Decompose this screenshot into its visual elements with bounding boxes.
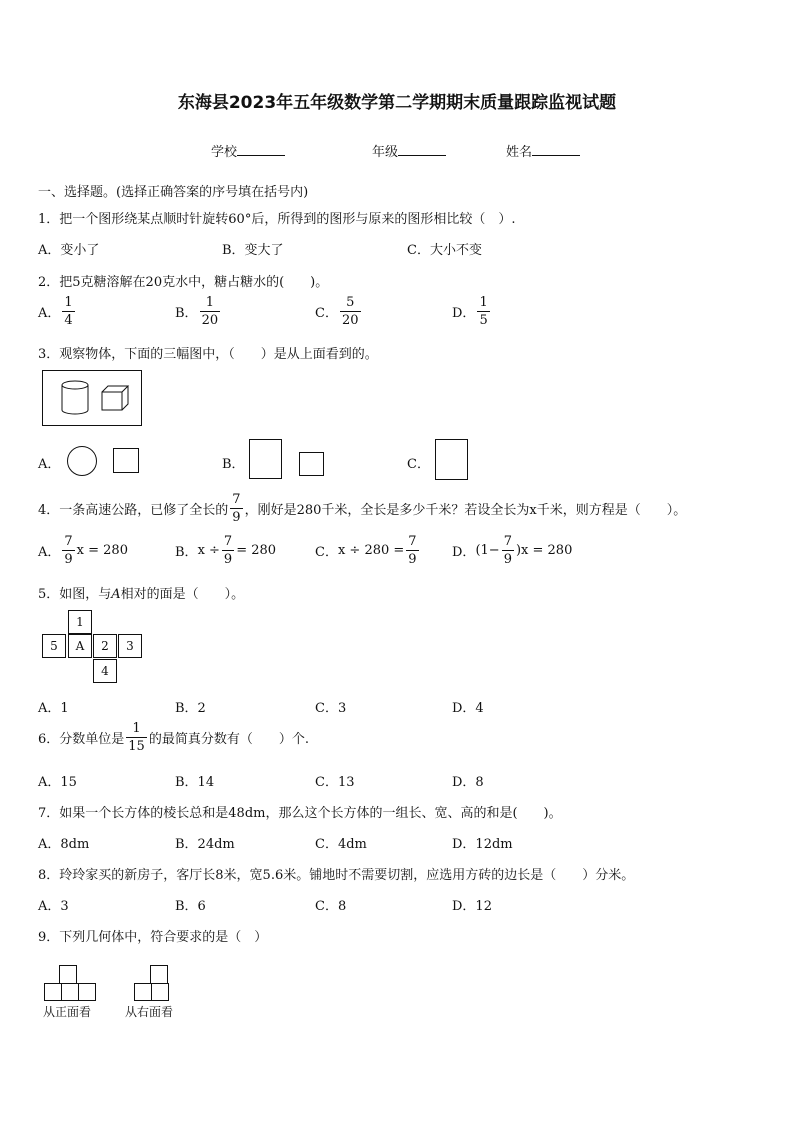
question-6	[38, 722, 309, 753]
equation-pre: x ÷ 280 =	[337, 543, 405, 558]
section-heading: 一、选择题。(选择正确答案的序号填在括号内)	[38, 185, 309, 200]
numerator: 1	[205, 295, 214, 310]
q2-option-a[interactable]	[38, 296, 77, 327]
q4-option-a[interactable]	[38, 535, 128, 566]
fraction	[62, 535, 74, 566]
q8-option-d[interactable]: D．12	[452, 899, 492, 914]
fraction	[230, 493, 242, 524]
right-view-figure	[133, 964, 177, 1002]
q6-text-after: 的最简真分数有（ ）个.	[148, 732, 309, 747]
question-4	[38, 493, 686, 524]
tall-rect-shape	[250, 440, 282, 479]
denominator: 5	[479, 313, 488, 328]
q6-option-c[interactable]: C．13	[315, 775, 355, 790]
numerator: 5	[346, 295, 355, 310]
fraction	[340, 296, 361, 327]
equation-pre: (1−	[475, 543, 500, 558]
equation-rest: x = 280	[76, 543, 128, 558]
denominator: 9	[223, 552, 233, 567]
numerator: 7	[64, 534, 73, 549]
net-face-a: A	[68, 634, 92, 658]
question-8: 8．玲玲家买的新房子，客厅长8米，宽5.6米。铺地时不需要切割，应选用方砖的边长是（ ）分米。	[38, 868, 635, 883]
equation-rest: = 280	[236, 543, 277, 558]
q8-option-c[interactable]: C．8	[315, 899, 347, 914]
q8-option-a[interactable]: A．3	[38, 899, 69, 914]
q1-option-b[interactable]: B．变大了	[222, 243, 284, 258]
option-label: D．	[452, 306, 476, 321]
right-view-label: 从右面看	[125, 1005, 174, 1019]
q5-option-c[interactable]: C．3	[315, 701, 347, 716]
q4-text-before: 4．一条高速公路，已修了全长的	[38, 503, 229, 518]
q7-option-d[interactable]: D．12dm	[452, 837, 513, 852]
school-label: 学校	[211, 145, 238, 160]
q5-text-before: 5．如图，与	[38, 587, 112, 602]
q5-option-b[interactable]: B．2	[175, 701, 206, 716]
denominator: 9	[232, 510, 241, 525]
q6-text-before: 6．分数单位是	[38, 732, 125, 747]
q8-option-b[interactable]: B．6	[175, 899, 206, 914]
page-title: 东海县2023年五年级数学第二学期期末质量跟踪监视试题	[177, 93, 617, 113]
numerator: 7	[232, 492, 241, 507]
square-shape	[300, 453, 324, 476]
q3-option-a-figure[interactable]	[66, 446, 142, 476]
numerator: 1	[132, 721, 141, 736]
option-label: D．	[452, 545, 476, 560]
fraction	[126, 722, 147, 753]
fraction	[477, 296, 489, 327]
denominator: 9	[408, 552, 417, 567]
name-field	[506, 141, 580, 160]
q5-option-a[interactable]: A．1	[38, 701, 69, 716]
q3-option-a-label[interactable]: A．	[38, 457, 61, 472]
numerator: 1	[64, 295, 73, 310]
numerator: 7	[408, 534, 417, 549]
cylinder-icon	[62, 381, 88, 414]
net-face-top: 1	[68, 610, 92, 634]
fraction	[502, 535, 514, 566]
q4-option-b[interactable]	[175, 535, 276, 566]
q1-option-c[interactable]: C．大小不变	[407, 243, 482, 258]
front-view-figure	[43, 964, 97, 1002]
q3-solids-figure	[42, 370, 142, 426]
option-label: C．	[315, 545, 338, 560]
fraction	[222, 535, 234, 566]
cube-net-figure	[42, 610, 144, 684]
q5-var: A	[111, 587, 121, 602]
school-blank[interactable]	[237, 143, 285, 156]
denominator: 20	[201, 313, 219, 328]
numerator: 1	[479, 295, 488, 310]
school-field	[211, 141, 285, 160]
q6-option-d[interactable]: D．8	[452, 775, 484, 790]
q4-text-after: ，刚好是280千米，全长是多少千米？若设全长为x千米，则方程是（ ）。	[244, 503, 687, 518]
denominator: 20	[341, 313, 359, 328]
q7-option-c[interactable]: C．4dm	[315, 837, 367, 852]
equation-pre: x ÷	[197, 543, 220, 558]
grade-blank[interactable]	[398, 143, 446, 156]
denominator: 9	[64, 552, 73, 567]
question-2: 2．把5克糖溶解在20克水中，糖占糖水的( )。	[38, 275, 329, 290]
name-label: 姓名	[506, 145, 533, 160]
q5-option-d[interactable]: D．4	[452, 701, 484, 716]
denominator: 15	[128, 739, 145, 754]
fraction	[200, 296, 221, 327]
name-blank[interactable]	[532, 143, 580, 156]
numerator: 7	[503, 534, 512, 549]
fraction	[406, 535, 418, 566]
option-label: B．	[175, 306, 198, 321]
q3-option-b-label[interactable]: B．	[222, 457, 245, 472]
grade-label: 年级	[372, 145, 399, 160]
circle-shape	[68, 447, 97, 476]
option-label: A．	[38, 545, 61, 560]
question-1: 1．把一个图形绕某点顺时针旋转60°后，所得到的图形与原来的图形相比较（ ）.	[38, 212, 516, 227]
option-label: B．	[175, 545, 198, 560]
denominator: 9	[503, 552, 512, 567]
denominator: 4	[64, 313, 73, 328]
numerator: 7	[223, 534, 233, 549]
option-label: A．	[38, 306, 61, 321]
q7-option-b[interactable]: B．24dm	[175, 837, 235, 852]
q6-option-b[interactable]: B．14	[175, 775, 215, 790]
q1-option-a[interactable]: A．变小了	[38, 243, 100, 258]
tall-rect-shape	[436, 440, 468, 480]
q7-option-a[interactable]: A．8dm	[38, 837, 90, 852]
square-shape	[114, 449, 139, 473]
equation-rest: )x = 280	[515, 543, 573, 558]
net-face-bottom: 4	[93, 659, 117, 683]
q3-option-b-figure[interactable]	[248, 438, 328, 480]
net-face-right2: 3	[118, 634, 142, 658]
front-view-label: 从正面看	[43, 1005, 92, 1019]
q4-option-c[interactable]	[315, 535, 421, 566]
net-face-right1: 2	[93, 634, 117, 658]
grade-field	[372, 141, 446, 160]
q2-option-c[interactable]	[315, 296, 363, 327]
q6-option-a[interactable]: A．15	[38, 775, 77, 790]
question-3: 3．观察物体，下面的三幅图中，（ ）是从上面看到的。	[38, 347, 378, 362]
q2-option-d[interactable]	[452, 296, 492, 327]
fraction	[62, 296, 74, 327]
cube-icon	[102, 386, 128, 410]
question-5	[38, 583, 244, 602]
question-7: 7．如果一个长方体的棱长总和是48dm，那么这个长方体的一组长、宽、高的和是( )。	[38, 806, 562, 821]
q4-option-d[interactable]	[452, 535, 572, 566]
q3-option-c-label[interactable]: C．	[407, 457, 430, 472]
question-9: 9．下列几何体中，符合要求的是（ ）	[38, 930, 268, 945]
q5-text-after: 相对的面是（ ）。	[120, 587, 245, 602]
q2-option-b[interactable]	[175, 296, 222, 327]
option-label: C．	[315, 306, 338, 321]
net-face-left: 5	[42, 634, 66, 658]
q3-option-c-figure[interactable]	[434, 438, 470, 482]
